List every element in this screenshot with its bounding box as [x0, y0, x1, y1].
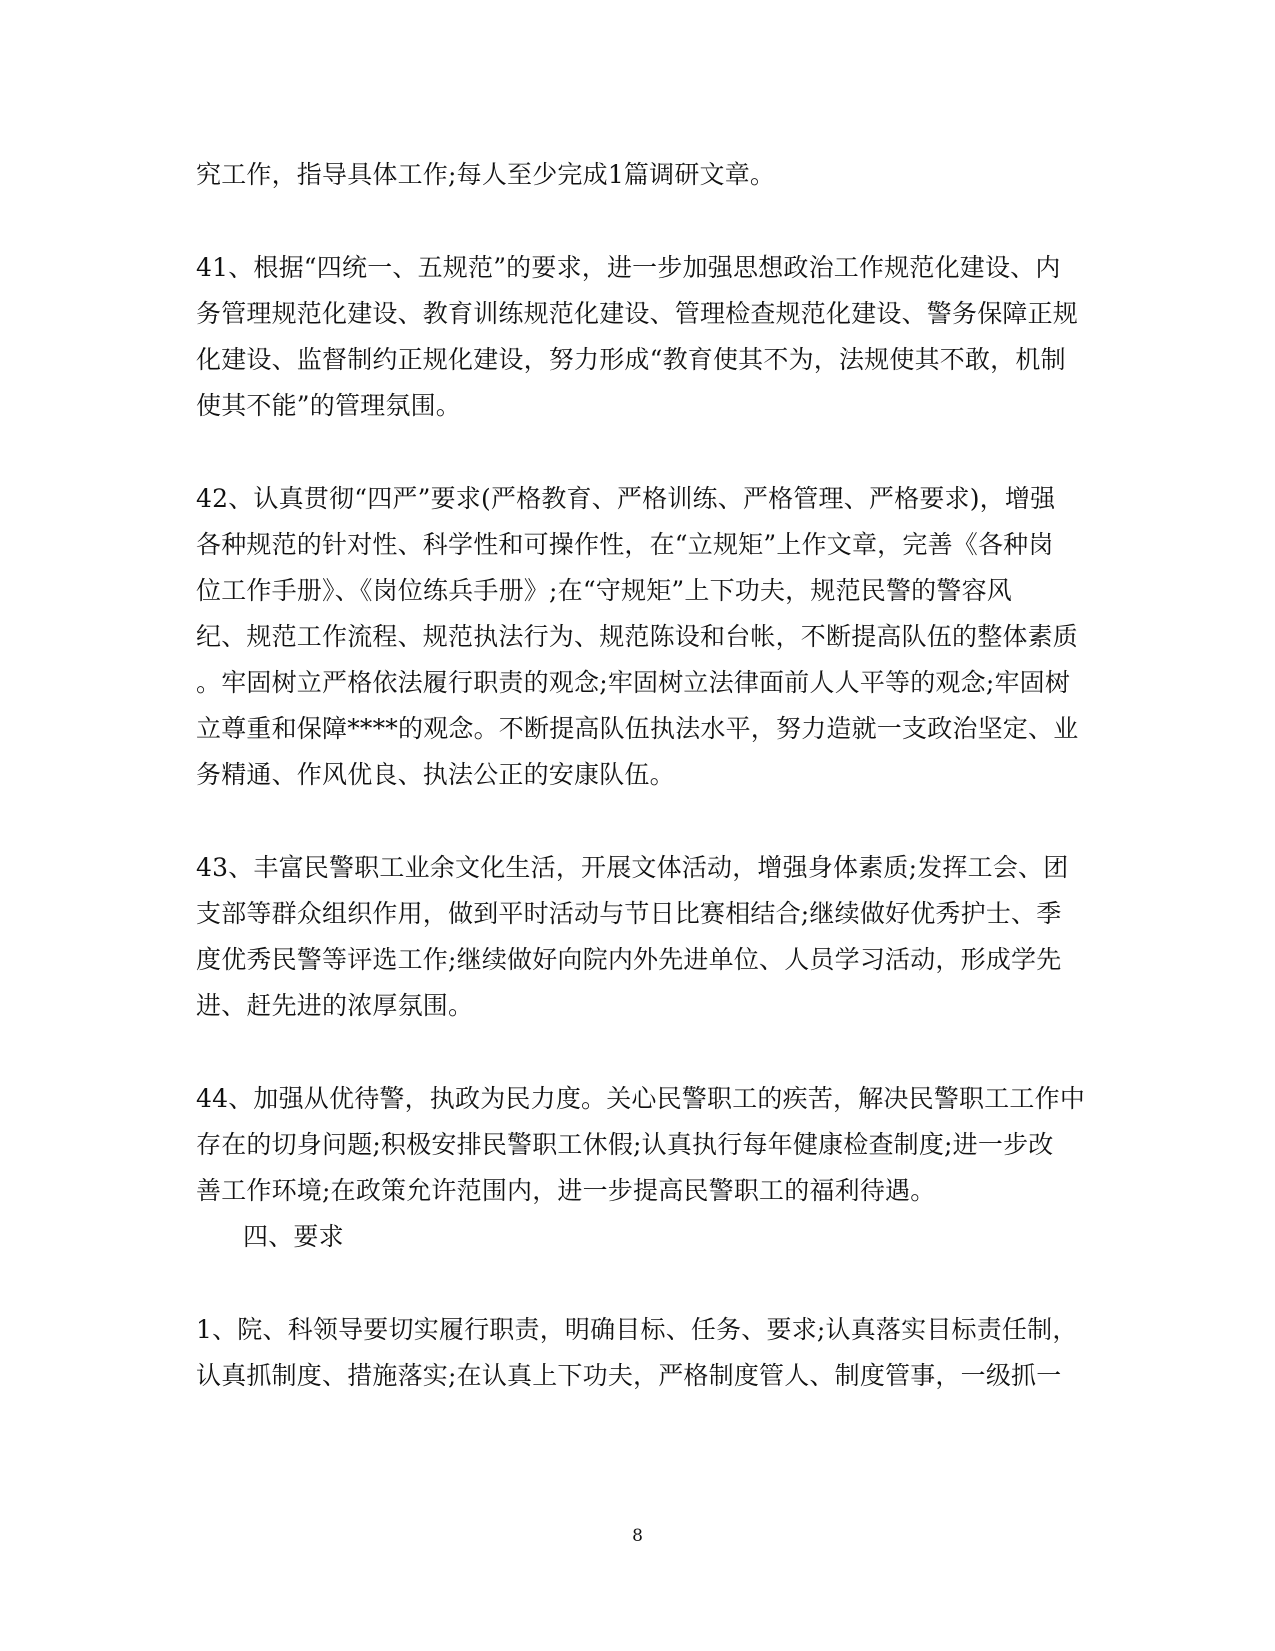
- text-line: 位工作手册》、《岗位练兵手册》;在“守规矩”上下功夫，规范民警的警容风: [196, 576, 1012, 605]
- text-line: 存在的切身问题;积极安排民警职工休假;认真执行每年健康检查制度;进一步改: [196, 1130, 1054, 1159]
- text-line: 进、赶先进的浓厚氛围。: [196, 991, 474, 1020]
- text-line: 42、认真贯彻“四严”要求(严格教育、严格训练、严格管理、严格要求)，增强: [196, 484, 1056, 513]
- text-line: 1、院、科领导要切实履行职责，明确目标、任务、要求;认真落实目标责任制，: [196, 1315, 1078, 1344]
- text-line: 度优秀民警等评选工作;继续做好向院内外先进单位、人员学习活动，形成学先: [196, 945, 1062, 974]
- section-heading: 四、要求: [243, 1222, 344, 1251]
- text-line: 44、加强从优待警，执政为民力度。关心民警职工的疾苦，解决民警职工工作中: [196, 1084, 1086, 1113]
- text-line: 各种规范的针对性、科学性和可操作性，在“立规矩”上作文章，完善《各种岗: [196, 530, 1054, 559]
- text-line: 立尊重和保障****的观念。不断提高队伍执法水平，努力造就一支政治坚定、业: [196, 714, 1079, 743]
- text-line: 支部等群众组织作用，做到平时活动与节日比赛相结合;继续做好优秀护士、季: [196, 899, 1062, 928]
- text-line: 使其不能”的管理氛围。: [196, 391, 461, 420]
- text-line: 务精通、作风优良、执法公正的安康队伍。: [196, 760, 675, 789]
- page-number: 8: [632, 1526, 643, 1546]
- text-line: 化建设、监督制约正规化建设，努力形成“教育使其不为，法规使其不敢，机制: [196, 345, 1066, 374]
- text-line: 认真抓制度、措施落实;在认真上下功夫，严格制度管人、制度管事，一级抓一: [196, 1361, 1062, 1390]
- text-line: 务管理规范化建设、教育训练规范化建设、管理检查规范化建设、警务保障正规: [196, 299, 1079, 328]
- text-line: 纪、规范工作流程、规范执法行为、规范陈设和台帐，不断提高队伍的整体素质: [196, 622, 1079, 651]
- text-line: 43、丰富民警职工业余文化生活，开展文体活动，增强身体素质;发挥工会、团: [196, 853, 1069, 882]
- text-line: 。牢固树立严格依法履行职责的观念;牢固树立法律面前人人平等的观念;牢固树: [196, 668, 1071, 697]
- text-line: 究工作，指导具体工作;每人至少完成1篇调研文章。: [196, 160, 776, 189]
- text-line: 善工作环境;在政策允许范围内，进一步提高民警职工的福利待遇。: [196, 1176, 936, 1205]
- text-line: 41、根据“四统一、五规范”的要求，进一步加强思想政治工作规范化建设、内: [196, 253, 1061, 282]
